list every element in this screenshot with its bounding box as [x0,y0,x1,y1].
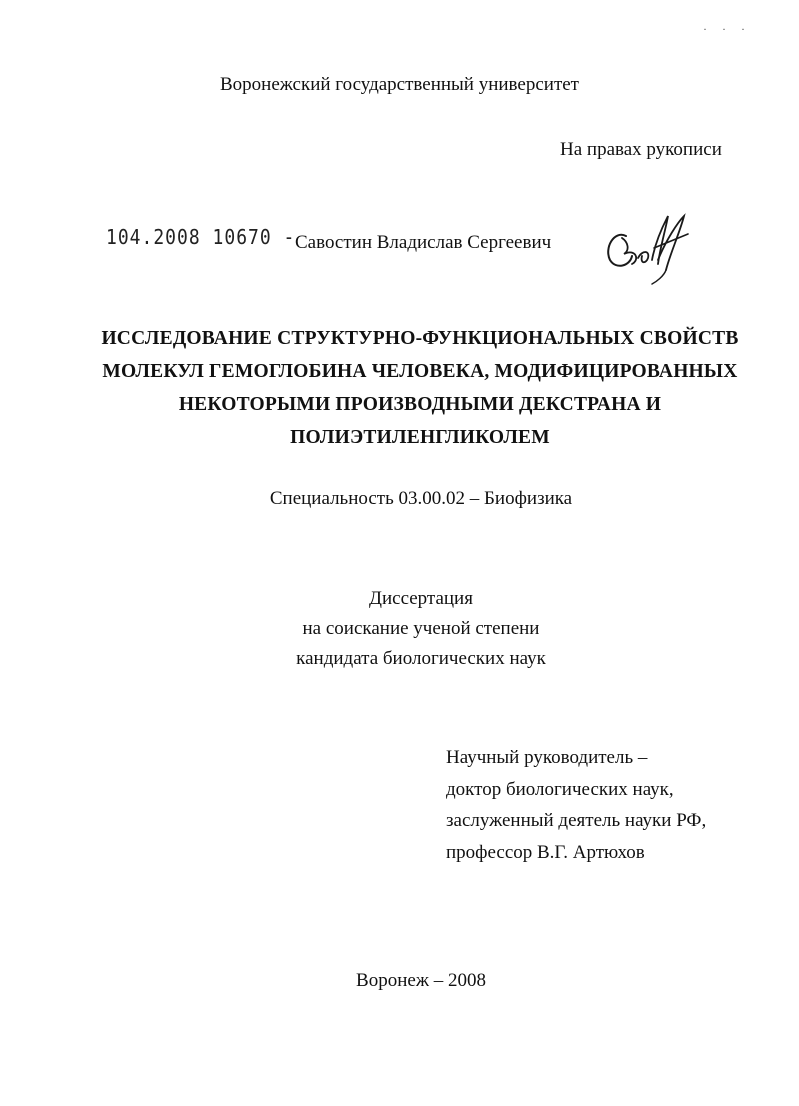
supervisor-line: заслуженный деятель науки РФ, [446,810,707,831]
author-name: Савостин Владислав Сергеевич [295,232,552,253]
supervisor-block [446,742,706,868]
supervisor-line: доктор биологических наук, [446,778,674,800]
dissertation-degree [0,584,799,674]
city-year: Воронеж – 2008 [356,970,486,991]
supervisor-line: Научный руководитель – [446,747,648,768]
corner-marks: · · · [703,22,751,36]
degree-line: кандидата биологических наук [296,648,546,669]
signature-icon [596,208,706,288]
degree-line: Диссертация [369,588,473,609]
specialty: Специальность 03.00.02 – Биофизика [269,488,573,509]
manuscript-note: На правах рукописи [560,139,722,160]
supervisor-line: профессор В.Г. Артюхов [446,841,645,863]
university-name: Воронежский государственный университет [219,74,579,95]
dissertation-title [90,322,750,454]
title-line: НЕКОТОРЫМИ ПРОИЗВОДНЫМИ ДЕКСТРАНА И [178,394,662,415]
title-line: МОЛЕКУЛ ГЕМОГЛОБИНА ЧЕЛОВЕКА, МОДИФИЦИРОВАННЫХ [102,361,738,382]
title-line: ПОЛИЭТИЛЕНГЛИКОЛЕМ [290,427,550,448]
library-stamp-code: 104.2008 10670 - [106,225,296,250]
title-line: ИССЛЕДОВАНИЕ СТРУКТУРНО-ФУНКЦИОНАЛЬНЫХ СВОЙСТВ [101,328,739,349]
degree-line: на соискание ученой степени [302,618,540,639]
